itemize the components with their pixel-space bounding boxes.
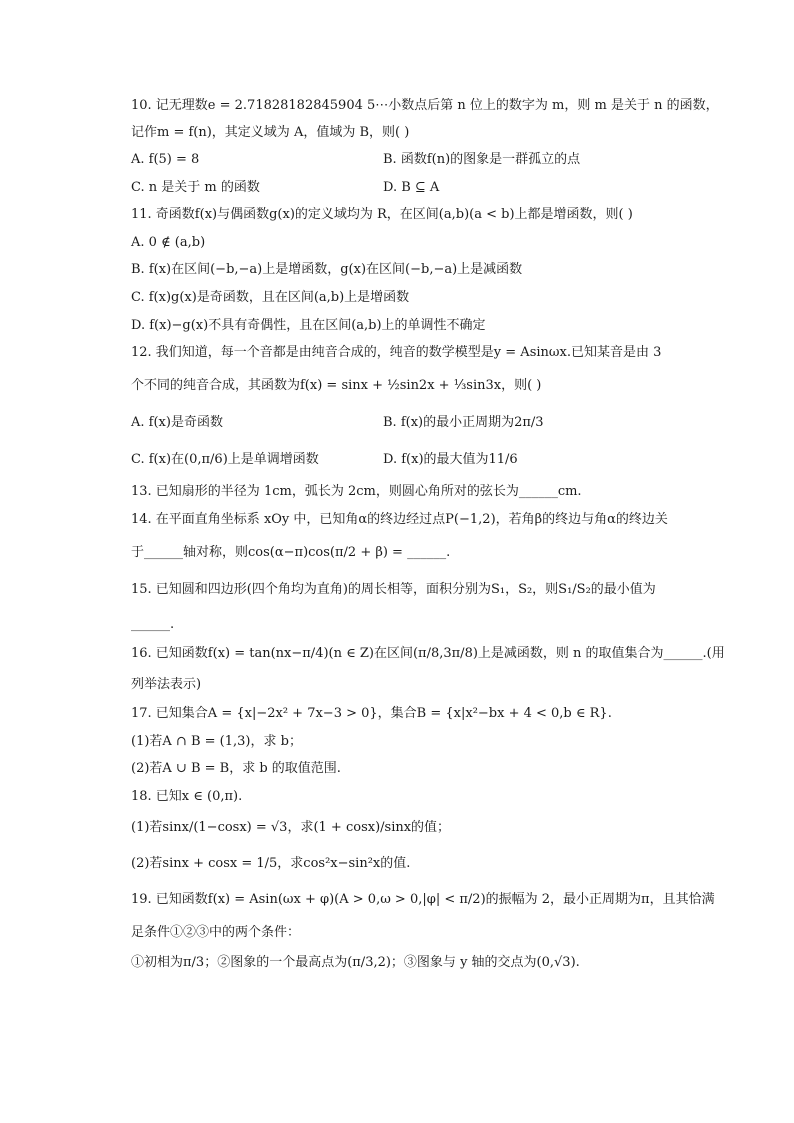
q19-line-1: 19. 已知函数f(x) = Asin(ωx + φ)(A > 0,ω > 0,|φ| < π/2)的振幅为 2，最小正周期为π，且其恰满 bbox=[131, 892, 715, 907]
q12-option-a: A. f(x)是奇函数 bbox=[131, 415, 223, 430]
q11-option-b: B. f(x)在区间(−b,−a)上是增函数，g(x)在区间(−b,−a)上是减函数 bbox=[131, 262, 523, 277]
q18-stem: 18. 已知x ∈ (0,π). bbox=[131, 789, 243, 804]
q12-option-d: D. f(x)的最大值为11/6 bbox=[383, 452, 518, 467]
q10-option-d: D. B ⊆ A bbox=[383, 180, 440, 195]
q16-line-1: 16. 已知函数f(x) = tan(nx−π/4)(n ∈ Z)在区间(π/8,3π/8)上是减函数，则 n 的取值集合为______.(用 bbox=[131, 646, 725, 661]
q15-line-1: 15. 已知圆和四边形(四个角均为直角)的周长相等，面积分别为S₁，S₂，则S₁/S₂的最小值为 bbox=[131, 582, 656, 597]
q13-stem: 13. 已知扇形的半径为 1cm，弧长为 2cm，则圆心角所对的弦长为______cm. bbox=[131, 484, 582, 499]
q17-stem: 17. 已知集合A = {x|−2x² + 7x−3 > 0}，集合B = {x|x²−bx + 4 < 0,b ∈ R}. bbox=[131, 706, 612, 721]
q12-line-1: 12. 我们知道，每一个音都是由纯音合成的，纯音的数学模型是y = Asinωx.已知某音是由 3 bbox=[131, 345, 662, 360]
q19-line-2: 足条件①②③中的两个条件： bbox=[131, 925, 301, 940]
q15-line-2: ______. bbox=[131, 617, 175, 632]
q10-option-b: B. 函数f(n)的图象是一群孤立的点 bbox=[383, 152, 581, 167]
q10-line-2: 记作m = f(n)，其定义域为 A，值域为 B，则( ) bbox=[131, 125, 410, 140]
q16-line-2: 列举法表示) bbox=[131, 677, 202, 692]
q17-part-1: (1)若A ∩ B = (1,3)，求 b； bbox=[131, 734, 302, 749]
q10-option-a: A. f(5) = 8 bbox=[131, 152, 200, 167]
q18-part-2: (2)若sinx + cosx = 1/5，求cos²x−sin²x的值. bbox=[131, 856, 411, 871]
q18-part-1: (1)若sinx/(1−cosx) = √3，求(1 + cosx)/sinx的值； bbox=[131, 820, 451, 835]
q11-option-a: A. 0 ∉ (a,b) bbox=[131, 235, 206, 250]
q12-option-b: B. f(x)的最小正周期为2π/3 bbox=[383, 415, 544, 430]
q10-line-1: 10. 记无理数e = 2.71828182845904 5⋯小数点后第 n 位上的数字为 m，则 m 是关于 n 的函数， bbox=[131, 98, 719, 113]
q12-option-c: C. f(x)在(0,π/6)上是单调增函数 bbox=[131, 452, 319, 467]
q10-option-c: C. n 是关于 m 的函数 bbox=[131, 180, 260, 195]
q11-option-c: C. f(x)g(x)是奇函数，且在区间(a,b)上是增函数 bbox=[131, 290, 410, 305]
q11-option-d: D. f(x)−g(x)不具有奇偶性，且在区间(a,b)上的单调性不确定 bbox=[131, 318, 486, 333]
q19-line-3: ①初相为π/3；②图象的一个最高点为(π/3,2)；③图象与 y 轴的交点为(0,√3). bbox=[131, 955, 580, 970]
q11-stem: 11. 奇函数f(x)与偶函数g(x)的定义域均为 R，在区间(a,b)(a < b)上都是增函数，则( ) bbox=[131, 207, 633, 222]
q12-line-2: 个不同的纯音合成，其函数为f(x) = sinx + ½sin2x + ⅓sin3x，则( ) bbox=[131, 378, 542, 393]
q14-line-2: 于______轴对称，则cos(α−π)cos(π/2 + β) = ______. bbox=[131, 545, 451, 560]
q14-line-1: 14. 在平面直角坐标系 xOy 中，已知角α的终边经过点P(−1,2)，若角β的终边与角α的终边关 bbox=[131, 512, 668, 527]
q17-part-2: (2)若A ∪ B = B，求 b 的取值范围. bbox=[131, 761, 341, 776]
